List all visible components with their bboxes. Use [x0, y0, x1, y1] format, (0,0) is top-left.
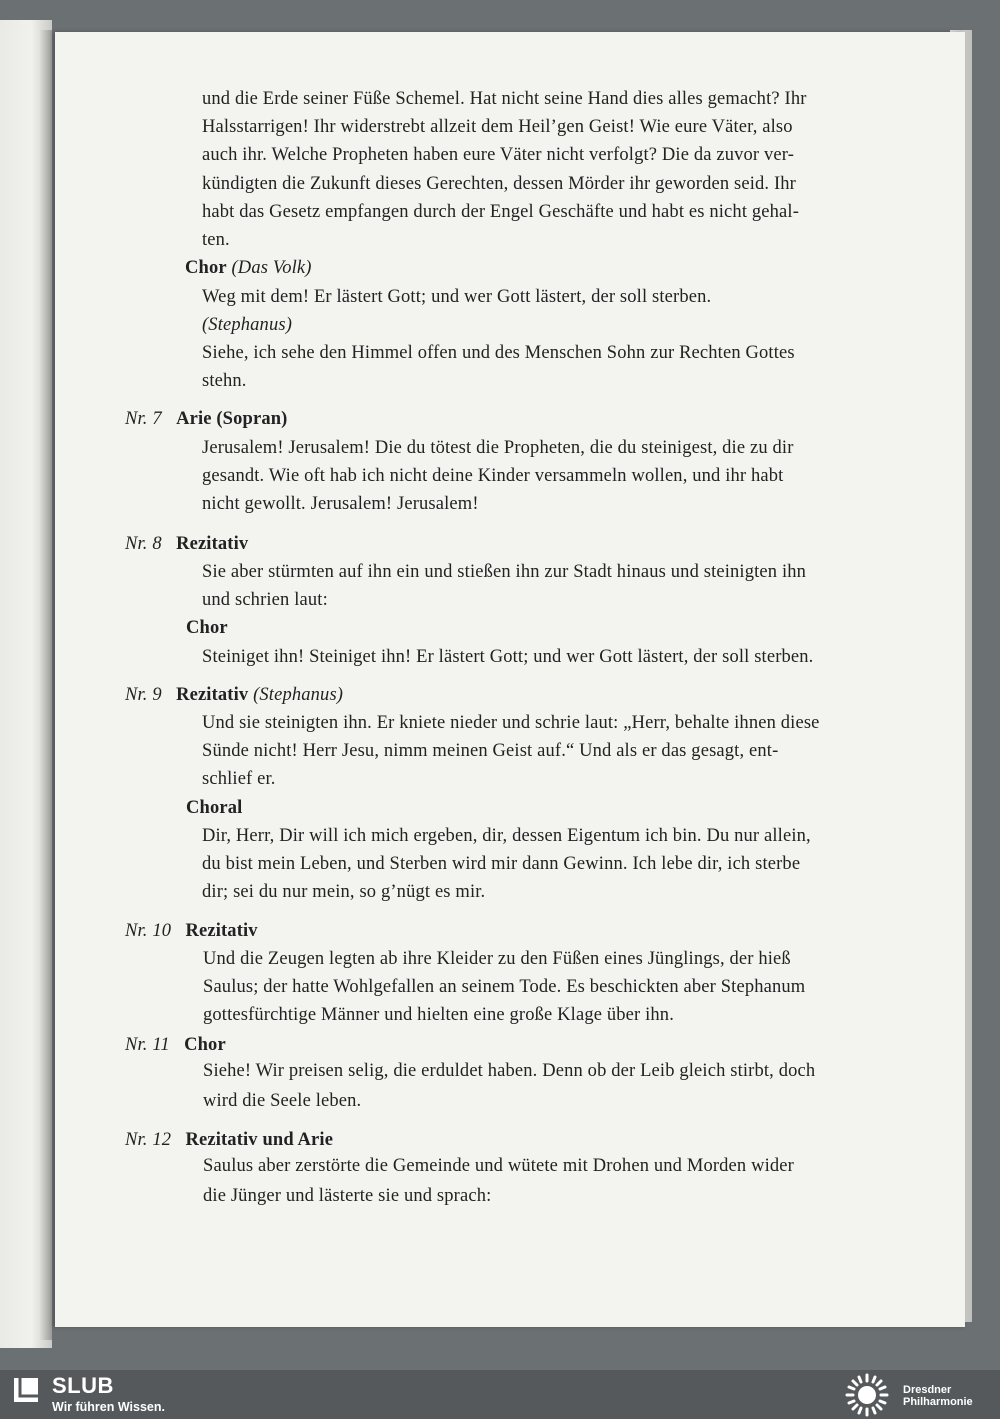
- text-line: Jerusalem! Jerusalem! Die du tötest die Propheten, die du steinigest, die zu dir: [202, 438, 794, 458]
- text-line: Weg mit dem! Er lästert Gott; und wer Gott lästert, der soll sterben.: [202, 287, 712, 307]
- page-content: [55, 32, 965, 1327]
- text-line: Sünde nicht! Herr Jesu, nimm meinen Geist auf.“ Und als er das gesagt, ent-: [202, 741, 779, 761]
- text-line: Dir, Herr, Dir will ich mich ergeben, dir, dessen Eigentum ich bin. Du nur allein,: [202, 826, 811, 846]
- text-line: schlief er.: [202, 769, 276, 789]
- text-line: wird die Seele leben.: [203, 1091, 362, 1111]
- slub-name[interactable]: SLUB: [52, 1373, 114, 1398]
- section-heading-nr7: [125, 407, 287, 431]
- role-name: (Stephanus): [202, 315, 293, 335]
- philharmonie-line-1: Dresdner: [903, 1384, 952, 1396]
- section-number: Nr. 10: [125, 921, 172, 941]
- text-line: ten.: [202, 230, 230, 250]
- section-title: Chor: [184, 1035, 226, 1055]
- philharmonie-name[interactable]: [903, 1384, 973, 1408]
- text-line: kündigten die Zukunft dieses Gerechten, dessen Mörder ihr geworden seid. Ihr: [202, 174, 796, 194]
- section-heading-nr11: [125, 1033, 226, 1057]
- section-number: Nr. 11: [125, 1035, 170, 1055]
- role-name: (Das Volk): [231, 258, 312, 278]
- section-number: Nr. 9: [125, 685, 162, 705]
- section-title: Rezitativ: [185, 921, 258, 941]
- text-line: dir; sei du nur mein, so g’nügt es mir.: [202, 882, 486, 902]
- text-line: und die Erde seiner Füße Schemel. Hat nicht seine Hand dies alles gemacht? Ihr: [202, 89, 807, 109]
- philharmonie-logo-icon[interactable]: [840, 1372, 894, 1418]
- text-line: Und sie steinigten ihn. Er kniete nieder und schrie laut: „Herr, behalte ihnen diese: [202, 713, 820, 733]
- role-label: Choral: [186, 798, 243, 818]
- section-number: Nr. 8: [125, 534, 162, 554]
- role-label: Chor: [185, 258, 227, 278]
- role-name: (Stephanus): [253, 685, 344, 705]
- section-heading-nr9: [125, 683, 343, 707]
- text-line: Sie aber stürmten auf ihn ein und stießen ihn zur Stadt hinaus und steinigten ihn: [202, 562, 807, 582]
- slub-logo-icon[interactable]: [12, 1376, 40, 1404]
- text-line: gesandt. Wie oft hab ich nicht deine Kinder versammeln wollen, und ihr habt: [202, 466, 784, 486]
- section-title: Arie (Sopran): [176, 409, 288, 429]
- slub-tagline: Wir führen Wissen.: [52, 1400, 165, 1414]
- text-line: gottesfürchtige Männer und hielten eine große Klage über ihn.: [203, 1005, 674, 1025]
- binding-shadow: [40, 30, 52, 1340]
- text-line: Und die Zeugen legten ab ihre Kleider zu den Füßen eines Jünglings, der hieß: [203, 949, 791, 969]
- section-heading-nr8: [125, 532, 248, 556]
- section-heading-nr10: [125, 919, 258, 943]
- text-line: und schrien laut:: [202, 590, 328, 610]
- section-title: Rezitativ: [176, 534, 249, 554]
- text-line: Siehe! Wir preisen selig, die erduldet haben. Denn ob der Leib gleich stirbt, doch: [203, 1061, 816, 1081]
- section-title: Rezitativ: [176, 685, 249, 705]
- document-page: [55, 32, 965, 1327]
- section-title: Rezitativ und Arie: [185, 1130, 334, 1150]
- text-line: Saulus; der hatte Wohlgefallen an seinem Tode. Es beschickten aber Stephanum: [203, 977, 806, 997]
- text-line: stehn.: [202, 371, 247, 391]
- section-number: Nr. 12: [125, 1130, 172, 1150]
- philharmonie-line-2: Philharmonie: [903, 1396, 973, 1408]
- text-line: du bist mein Leben, und Sterben wird mir dann Gewinn. Ich lebe dir, ich sterbe: [202, 854, 801, 874]
- text-line: Siehe, ich sehe den Himmel offen und des Menschen Sohn zur Rechten Gottes: [202, 343, 795, 363]
- text-line: nicht gewollt. Jerusalem! Jerusalem!: [202, 494, 479, 514]
- text-line: Steiniget ihn! Steiniget ihn! Er lästert Gott; und wer Gott lästert, der soll sterben.: [202, 647, 814, 667]
- section-number: Nr. 7: [125, 409, 162, 429]
- footer-bar: [0, 1370, 1000, 1419]
- text-line: Halsstarrigen! Ihr widerstrebt allzeit dem Heil’gen Geist! Wie eure Väter, also: [202, 117, 793, 137]
- text-line: die Jünger und lästerte sie und sprach:: [203, 1186, 492, 1206]
- text-line: auch ihr. Welche Propheten haben eure Väter nicht verfolgt? Die da zuvor ver-: [202, 145, 795, 165]
- text-line: Saulus aber zerstörte die Gemeinde und wütete mit Drohen und Morden wider: [203, 1156, 794, 1176]
- text-line: habt das Gesetz empfangen durch der Engel Geschäfte und habt es nicht gehal-: [202, 202, 800, 222]
- role-label: Chor: [186, 618, 228, 638]
- role-heading-chor: [185, 256, 312, 280]
- section-heading-nr12: [125, 1128, 333, 1152]
